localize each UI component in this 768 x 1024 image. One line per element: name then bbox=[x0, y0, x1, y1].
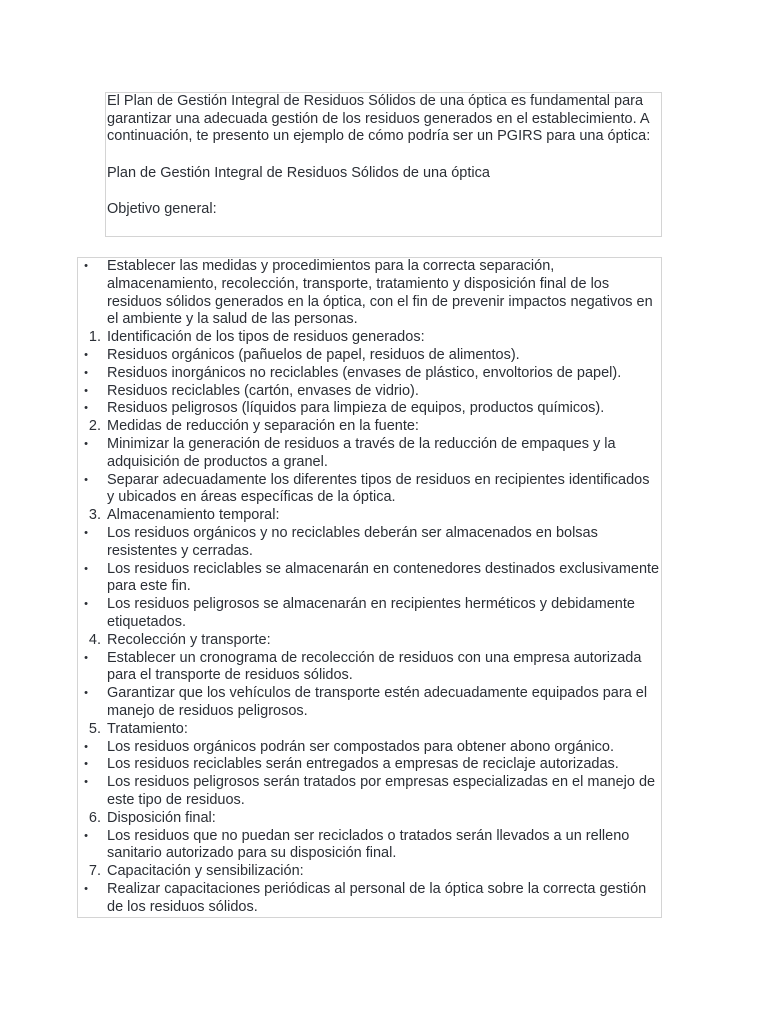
bullet-list-item bbox=[78, 685, 660, 721]
list-item-text: Identificación de los tipos de residuos generados: bbox=[107, 329, 425, 346]
bullet-list-item bbox=[78, 561, 660, 597]
numbered-section-item bbox=[78, 863, 660, 881]
bullet-marker: • bbox=[84, 687, 88, 700]
list-item-text: Recolección y transporte: bbox=[107, 631, 271, 648]
list-item-text: Residuos peligrosos (líquidos para limpieza de equipos, productos químicos). bbox=[107, 400, 605, 417]
numbered-section-item bbox=[78, 329, 660, 347]
bullet-marker: • bbox=[84, 526, 88, 539]
numbered-section-item bbox=[78, 507, 660, 525]
list-item-text: Capacitación y sensibilización: bbox=[107, 863, 304, 880]
number-marker: 3. bbox=[88, 507, 101, 524]
list-item-text: Los residuos peligrosos se almacenarán en recipientes herméticos y debidamente etiquetados. bbox=[107, 596, 635, 630]
bullet-marker: • bbox=[84, 651, 88, 664]
bullet-marker: • bbox=[84, 776, 88, 789]
numbered-section-item bbox=[78, 632, 660, 650]
list-item-text: Los residuos orgánicos y no reciclables deberán ser almacenados en bolsas resistentes y cerradas. bbox=[107, 524, 598, 559]
list-item-text: Medidas de reducción y separación en la fuente: bbox=[107, 418, 419, 435]
list-item-text: Los residuos reciclables se almacenarán en contenedores destinados exclusivamente para este fin. bbox=[107, 560, 660, 595]
number-marker: 1. bbox=[88, 329, 101, 346]
number-marker: 7. bbox=[88, 863, 101, 880]
list-item-text: Los residuos reciclables serán entregados a empresas de reciclaje autorizadas. bbox=[107, 756, 619, 773]
bullet-list-item bbox=[78, 258, 660, 329]
intro-paragraph: El Plan de Gestión Integral de Residuos Sólidos de una óptica es fundamental para garantizar una adecuada gestión de los residuos generados en el establecimiento. A continuación, te presento un ejemplo de cómo podría ser un PGIRS para una óptica: bbox=[107, 93, 651, 145]
bullet-list-item bbox=[78, 525, 660, 561]
bullet-marker: • bbox=[84, 366, 88, 379]
bullet-marker: • bbox=[84, 473, 88, 486]
number-marker: 2. bbox=[88, 418, 101, 435]
list-item-text: Almacenamiento temporal: bbox=[107, 507, 280, 524]
bullet-list-item bbox=[78, 365, 660, 383]
list-item-text: Los residuos que no puedan ser reciclados o tratados serán llevados a un relleno sanitario autorizado para su disposición final. bbox=[107, 827, 630, 862]
objective-heading: Objetivo general: bbox=[107, 201, 217, 218]
list-item-text: Residuos reciclables (cartón, envases de vidrio). bbox=[107, 382, 419, 399]
list-item-text: Disposición final: bbox=[107, 809, 216, 826]
list-item-text: Residuos orgánicos (pañuelos de papel, residuos de alimentos). bbox=[107, 346, 520, 363]
bullet-marker: • bbox=[84, 437, 88, 450]
bullet-list-item bbox=[78, 383, 660, 401]
numbered-section-item bbox=[78, 810, 660, 828]
plan-list bbox=[78, 258, 660, 916]
list-item-text: Los residuos peligrosos serán tratados por empresas especializadas en el manejo de este tipo de residuos. bbox=[107, 774, 656, 808]
list-item-text: Garantizar que los vehículos de transporte estén adecuadamente equipados para el manejo de residuos peligrosos. bbox=[107, 685, 648, 719]
bullet-marker: • bbox=[84, 598, 88, 611]
numbered-section-item bbox=[78, 418, 660, 436]
list-item-text: Minimizar la generación de residuos a través de la reducción de empaques y la adquisición de productos a granel. bbox=[107, 435, 616, 470]
bullet-list-item bbox=[78, 774, 660, 810]
bullet-list-item bbox=[78, 739, 660, 757]
document-title: Plan de Gestión Integral de Residuos Sólidos de una óptica bbox=[107, 164, 490, 181]
list-item-text: Residuos inorgánicos no reciclables (envases de plástico, envoltorios de papel). bbox=[107, 364, 622, 381]
numbered-section-item bbox=[78, 721, 660, 739]
list-item-text: Separar adecuadamente los diferentes tipos de residuos en recipientes identificados y ubicados en áreas específicas de la óptica. bbox=[107, 471, 650, 506]
list-item-text: Establecer un cronograma de recolección de residuos con una empresa autorizada para el transporte de residuos sólidos. bbox=[107, 649, 642, 684]
number-marker: 4. bbox=[88, 631, 101, 648]
bullet-marker: • bbox=[84, 829, 88, 842]
number-marker: 5. bbox=[88, 720, 101, 737]
bullet-list-item bbox=[78, 650, 660, 686]
bullet-list-item bbox=[78, 436, 660, 472]
bullet-marker: • bbox=[84, 758, 88, 771]
list-item-text: Tratamiento: bbox=[107, 720, 188, 737]
intro-section bbox=[107, 93, 659, 219]
bullet-marker: • bbox=[84, 740, 88, 753]
list-item-text: Establecer las medidas y procedimientos para la correcta separación, almacenamiento, recolección, transporte, tratamiento y disposición final de los residuos sólidos generados en la óptica, con el fin de prevenir impactos negativos en el ambiente y la salud de las personas. bbox=[107, 258, 653, 328]
bullet-marker: • bbox=[84, 562, 88, 575]
bullet-list-item bbox=[78, 596, 660, 632]
number-marker: 6. bbox=[88, 809, 101, 826]
bullet-marker: • bbox=[84, 348, 88, 361]
bullet-marker: • bbox=[84, 260, 88, 272]
list-item-text: Los residuos orgánicos podrán ser compostados para obtener abono orgánico. bbox=[107, 738, 615, 755]
bullet-list-item bbox=[78, 756, 660, 774]
bullet-list-item bbox=[78, 828, 660, 864]
bullet-list-item bbox=[78, 472, 660, 508]
bullet-marker: • bbox=[84, 882, 88, 895]
bullet-marker: • bbox=[84, 402, 88, 415]
bullet-list-item bbox=[78, 400, 660, 418]
bullet-list-item bbox=[78, 347, 660, 365]
list-item-text: Realizar capacitaciones periódicas al personal de la óptica sobre la correcta gestión de los residuos sólidos. bbox=[107, 880, 647, 915]
bullet-list-item bbox=[78, 881, 660, 917]
bullet-marker: • bbox=[84, 384, 88, 397]
